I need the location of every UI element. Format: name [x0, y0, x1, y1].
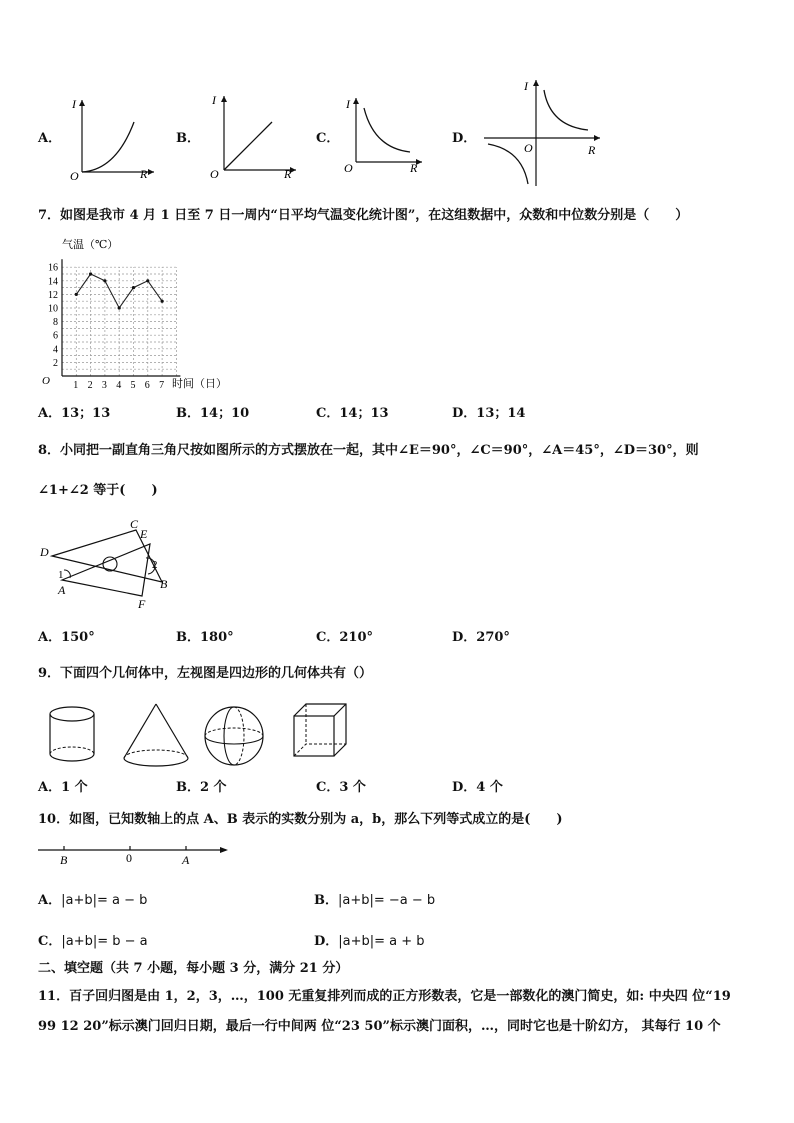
- option-letter: D．: [452, 131, 477, 146]
- label-E: E: [140, 527, 148, 541]
- y-axis-label: I: [524, 79, 528, 93]
- y-tick-label: 4: [53, 344, 58, 356]
- y-tick-label: 16: [48, 262, 58, 274]
- label-B: B: [160, 577, 168, 591]
- x-tick-label: 2: [87, 380, 93, 391]
- y-axis-label: I: [72, 97, 76, 111]
- q10-option-c: [38, 930, 148, 949]
- q11-line1: 11．百子回归图是由 1，2，3，…，100 无重复排列而成的正方形数表，它是一部数化的澳门简史，如: 中央四 位“19: [38, 989, 731, 1004]
- data-point: [161, 300, 164, 303]
- origin-label: O: [344, 161, 353, 175]
- option-letter: C．: [38, 934, 62, 949]
- q9-option-a: A．1 个: [38, 780, 88, 795]
- y-tick-label: 12: [48, 289, 58, 301]
- data-point: [146, 279, 149, 282]
- label-F: F: [138, 597, 146, 611]
- label-angle-1: 1: [58, 569, 64, 581]
- y-tick-label: 10: [48, 303, 58, 315]
- q7-option-a: A．13；13: [38, 406, 111, 421]
- option-letter: B．: [314, 893, 338, 908]
- q6-graph-c: [340, 92, 426, 182]
- data-point: [75, 293, 78, 296]
- option-letter: A．: [38, 893, 62, 908]
- q9-option-c: C．3 个: [316, 780, 366, 795]
- q9-option-b: B．2 个: [176, 780, 227, 795]
- chart-origin: O: [42, 375, 50, 387]
- option-letter: B．: [176, 131, 200, 146]
- y-tick-label: 8: [53, 317, 58, 329]
- x-tick-label: 5: [130, 380, 136, 391]
- q10-stem: 10．如图，已知数轴上的点 A、B 表示的实数分别为 a，b，那么下列等式成立的是( ): [38, 812, 563, 827]
- data-point: [103, 279, 106, 282]
- x-tick-label: 4: [116, 380, 122, 391]
- option-expression: |a+b|= a + b: [338, 934, 425, 949]
- q8-option-b: B．180°: [176, 630, 234, 645]
- chart-axes: [62, 259, 180, 376]
- q7-option-d: D．13；14: [452, 406, 526, 421]
- y-tick-label: 14: [48, 276, 58, 288]
- option-expression: |a+b|= a − b: [61, 893, 148, 908]
- label-A: A: [58, 583, 66, 597]
- cylinder-figure: [50, 707, 94, 761]
- q6-graph-d: [480, 76, 604, 188]
- x-axis-label: R: [284, 167, 292, 181]
- label-angle-2: 2: [152, 559, 158, 571]
- y-tick-label: 2: [53, 357, 58, 369]
- zero-label: 0: [126, 851, 132, 865]
- label-D: D: [40, 545, 49, 559]
- triangle-rulers-figure: [36, 516, 176, 614]
- q10-option-a: [38, 889, 147, 908]
- cube-figure: [294, 704, 346, 756]
- option-letter: D．: [314, 934, 339, 949]
- q9-stem: 9．下面四个几何体中，左视图是四边形的几何体共有（）: [38, 666, 373, 681]
- y-axis-label: I: [346, 97, 350, 111]
- q8-option-d: D．270°: [452, 630, 510, 645]
- x-axis-label: R: [140, 167, 148, 181]
- x-axis-label: R: [588, 143, 596, 157]
- y-tick-label: 6: [53, 330, 58, 342]
- x-axis-label: R: [410, 161, 418, 175]
- q10-option-b: [314, 889, 435, 908]
- option-expression: |a+b|= b − a: [61, 934, 148, 949]
- data-point: [118, 306, 121, 309]
- q6-graph-b: [204, 88, 300, 182]
- data-point: [132, 286, 135, 289]
- q7-stem: 7．如图是我市 4 月 1 日至 7 日一周内“日平均气温变化统计图”，在这组数据中，众数和中位数分别是（ ）: [38, 208, 689, 223]
- q9-solids: [40, 700, 360, 772]
- x-tick-label: 1: [73, 380, 79, 391]
- x-tick-label: 7: [159, 380, 165, 391]
- q10-option-d: [314, 930, 425, 949]
- origin-label: O: [210, 167, 219, 181]
- option-expression: |a+b|= −a − b: [338, 893, 436, 908]
- label-C: C: [130, 517, 139, 531]
- q8-option-a: A．150°: [38, 630, 95, 645]
- q6-graph-a: [64, 92, 160, 182]
- q8-stem-line2: ∠1+∠2 等于( ): [38, 483, 158, 498]
- section-heading: 二、填空题（共 7 小题，每小题 3 分，满分 21 分）: [38, 961, 349, 976]
- q9-option-d: D．4 个: [452, 780, 503, 795]
- data-point: [89, 272, 92, 275]
- chart-grid: [62, 267, 176, 376]
- y-axis-label: I: [212, 93, 216, 107]
- temperature-line-chart: [38, 236, 238, 392]
- q7-option-c: C．14；13: [316, 406, 389, 421]
- point-B-label: B: [60, 853, 68, 867]
- x-axis-title: 时间（日）: [172, 378, 227, 390]
- option-letter: C．: [316, 131, 340, 146]
- sphere-figure: [205, 707, 263, 765]
- q7-option-b: B．14；10: [176, 406, 250, 421]
- cone-figure: [124, 704, 188, 766]
- origin-label: O: [524, 141, 533, 155]
- number-line: [36, 840, 232, 870]
- q8-stem-line1: 8．小同把一副直角三角尺按如图所示的方式摆放在一起，其中∠E＝90°，∠C＝90°，∠A＝45°，∠D＝30°，则: [38, 443, 699, 458]
- q8-option-c: C．210°: [316, 630, 373, 645]
- origin-label: O: [70, 169, 79, 182]
- option-letter: A．: [38, 131, 62, 146]
- q11-line2: 99 12 20”标示澳门回归日期，最后一行中间两 位“23 50”标示澳门面积，…，同时它也是十阶幻方， 其每行 10 个: [38, 1019, 721, 1034]
- y-axis-title: 气温（℃）: [62, 239, 119, 251]
- point-A-label: A: [182, 853, 190, 867]
- x-tick-label: 6: [144, 380, 150, 391]
- x-tick-label: 3: [101, 380, 107, 391]
